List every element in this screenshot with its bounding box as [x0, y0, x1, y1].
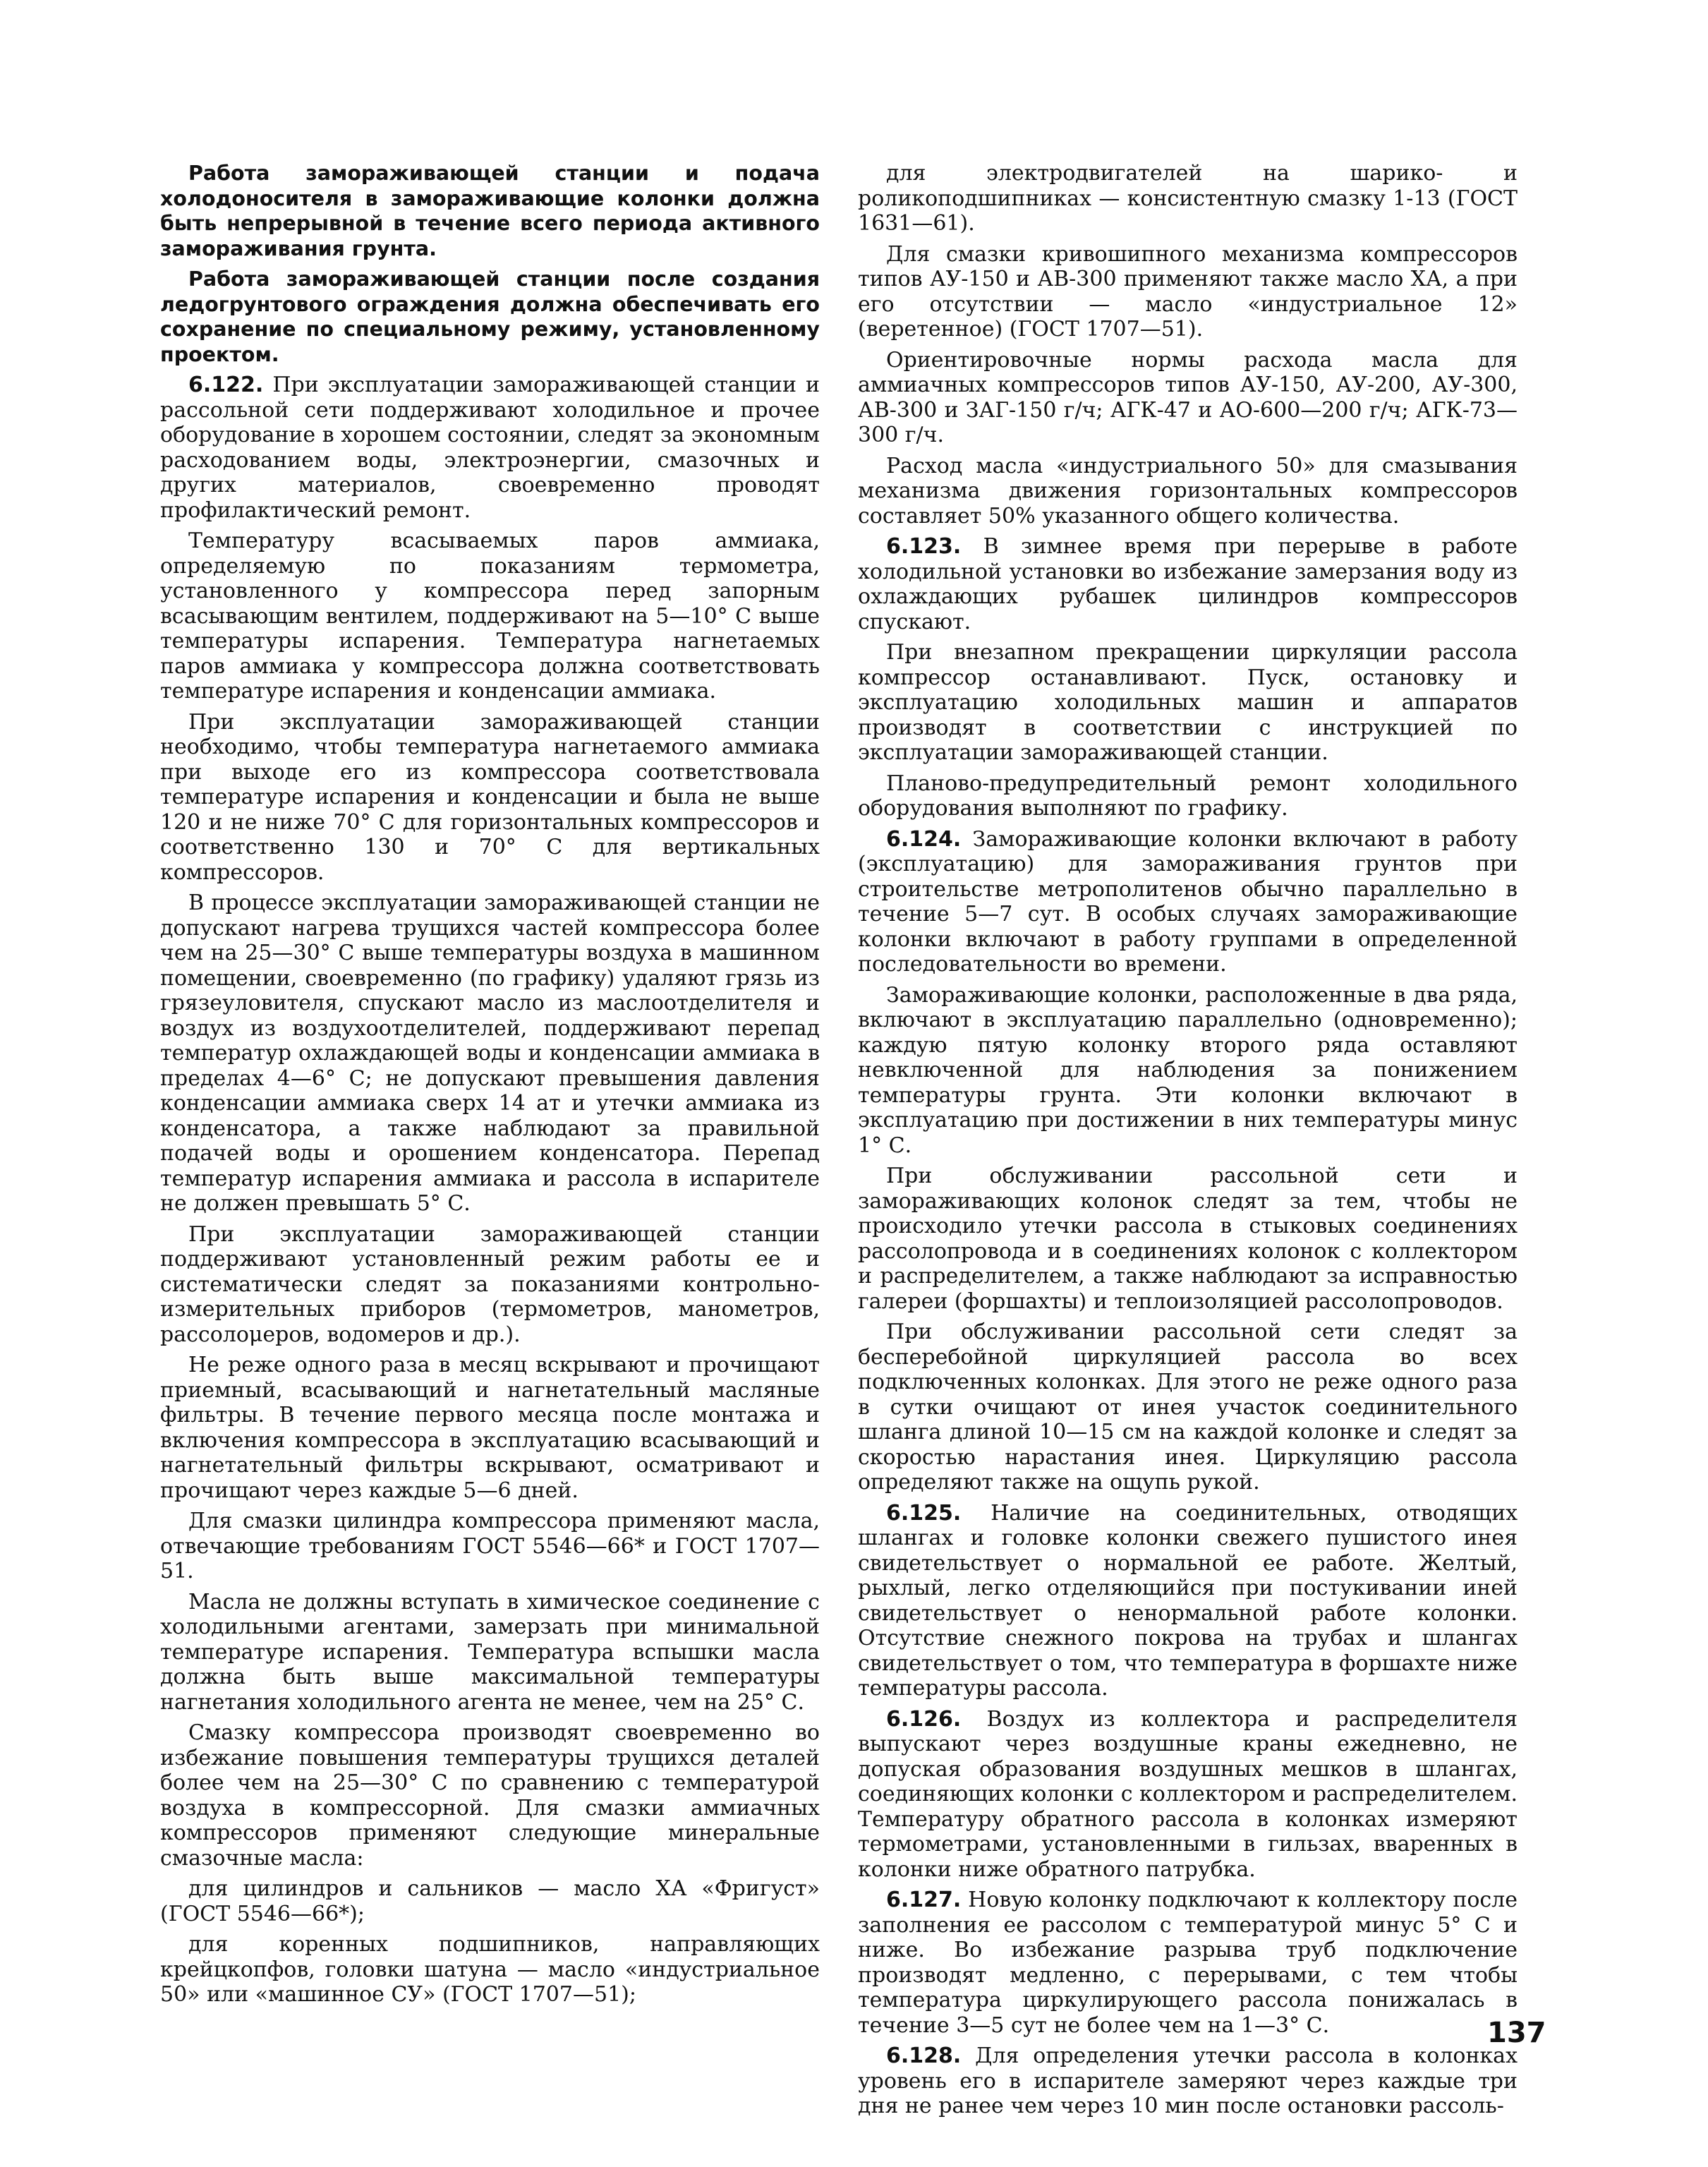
paragraph: для электродвигателей на шарико- и роликоподшипниках — консистентную смазку 1-13 (ГОСТ 1631—61).	[858, 161, 1518, 236]
section-text: Замораживающие колонки включают в работу (эксплуатацию) для замораживания грунтов при строительстве метрополитенов обычно параллельно в течение 5—7 сут. В особых случаях замораживающие колонки включают в работу группами в определенной последовательности во времени.	[858, 826, 1518, 977]
section-paragraph	[160, 373, 820, 523]
section-number: 6.127.	[886, 1888, 962, 1912]
section-paragraph	[858, 1501, 1518, 1701]
section-paragraph	[858, 1707, 1518, 1883]
paragraph: для коренных подшипников, направляющих крейцкопфов, головки шатуна — масло «индустриальное 50» или «машинное СУ» (ГОСТ 1707—51);	[160, 1932, 820, 2007]
paragraph: При эксплуатации замораживающей станции поддерживают установленный режим работы ее и систематически следят за показаниями контрольно-измерительных приборов (термометров, манометров, рассолομеров, водомеров и др.).	[160, 1221, 820, 1347]
section-number: 6.125.	[886, 1500, 962, 1526]
paragraph: При внезапном прекращении циркуляции рассола компрессор останавливают. Пуск, остановку и эксплуатацию холодильных машин и аппаратов производят в соответствии с инструкцией по эксплуатации замораживающей станции.	[858, 640, 1518, 765]
section-number: 6.123.	[886, 534, 962, 559]
section-text: Наличие на соединительных, отводящих шлангах и головке колонки свежего пушистого инея свидетельствует о нормальной ее работе. Желтый, рыхлый, легко отделяющийся при постукивании иней свидетельствует о ненормальной работе колонки. Отсутствие снежного покрова на трубах и шлангах свидетельствует о том, что температура в форшахте ниже температуры рассола.	[858, 1500, 1518, 1701]
paragraph: Ориентировочные нормы расхода масла для аммиачных компрессоров типов АУ-150, АУ-200, АУ-300, АВ-300 и ЗАГ-150 г/ч; АГК-47 и АО-600—200 г/ч; АГК-73—300 г/ч.	[858, 347, 1518, 447]
section-number: 6.126.	[886, 1706, 962, 1732]
left-column	[160, 161, 820, 2013]
section-paragraph	[858, 827, 1518, 977]
section-number: 6.122.	[188, 373, 264, 397]
paragraph: Не реже одного раза в месяц вскрывают и прочищают приемный, всасывающий и нагнетательный масляные фильтры. В течение первого месяца после монтажа и включения компрессора в эксплуатацию всасывающий и нагнетательный фильтры вскрывают, осматривают и прочищают через каждые 5—6 дней.	[160, 1353, 820, 1503]
paragraph: Для смазки цилиндра компрессора применяют масла, отвечающие требованиям ГОСТ 5546—66* и ГОСТ 1707—51.	[160, 1509, 820, 1583]
section-text: Новую колонку подключают к коллектору после заполнения ее рассолом с температурой минус 5° С и ниже. Во избежание разрыва труб подключение производят медленно, с перерывами, с тем чтобы температура циркулирующего рассола понижалась в течение 3—5 сут не более чем на 1—3° С.	[858, 1888, 1518, 2038]
paragraph: Масла не должны вступать в химическое соединение с холодильными агентами, замерзать при минимальной температуре испарения. Температура вспышки масла должна быть выше максимальной температуры нагнетания холодильного агента не менее, чем на 25° С.	[160, 1589, 820, 1715]
paragraph: Замораживающие колонки, расположенные в два ряда, включают в эксплуатацию параллельно (одновременно); каждую пятую колонку второго ряда оставляют невключенной для наблюдения за понижением температуры грунта. Эти колонки включают в эксплуатацию при достижении в них температуры минус 1° С.	[858, 982, 1518, 1158]
paragraph: При обслуживании рассольной сети следят за бесперебойной циркуляцией рассола во всех подключенных колонках. Для этого не реже одного раза в сутки очищают от инея участок соединительного шланга длиной 10—15 см на каждой колонке и следят за скоростью нарастания инея. Циркуляцию рассола определяют также на ощупь рукой.	[858, 1320, 1518, 1495]
page-number: 137	[1487, 2017, 1546, 2049]
section-number: 6.128.	[886, 2044, 962, 2068]
paragraph: для цилиндров и сальников — масло ХА «Фригуст» (ГОСТ 5546—66*);	[160, 1876, 820, 1926]
right-column	[858, 161, 1518, 2125]
section-text: В зимнее время при перерыве в работе холодильной установки во избежание замерзания воду из охлаждающих рубашек цилиндров компрессоров спускают.	[858, 534, 1518, 634]
paragraph: Смазку компрессора производят своевременно во избежание повышения температуры трущихся деталей более чем на 25—30° С по сравнению с температурой воздуха в компрессорной. Для смазки аммиачных компрессоров применяют следующие минеральные смазочные масла:	[160, 1720, 820, 1871]
paragraph: Температуру всасываемых паров аммиака, определяемую по показаниям термометра, установленного у компрессора перед запорным всасывающим вентилем, поддерживают на 5—10° С выше температуры испарения. Температура нагнетаемых паров аммиака у компрессора должна соответствовать температуре испарения и конденсации аммиака.	[160, 529, 820, 704]
bold-paragraph: Работа замораживающей станции после создания ледогрунтового ограждения должна обеспечивать его сохранение по специальному режиму, установленному проектом.	[160, 267, 820, 366]
paragraph: Планово-предупредительный ремонт холодильного оборудования выполняют по графику.	[858, 771, 1518, 821]
bold-paragraph: Работа замораживающей станции и подача холодоносителя в замораживающие колонки должна быть непрерывной в течение всего периода активного замораживания грунта.	[160, 162, 820, 260]
section-number: 6.124.	[886, 826, 962, 852]
paragraph: Для смазки кривошипного механизма компрессоров типов АУ-150 и АВ-300 применяют также масло ХА, а при его отсутствии — масло «индустриальное 12» (веретенное) (ГОСТ 1707—51).	[858, 241, 1518, 342]
paragraph: При эксплуатации замораживающей станции необходимо, чтобы температура нагнетаемого аммиака при выходе его из компрессора соответствовала температуре испарения и конденсации и была не выше 120 и не ниже 70° С для горизонтальных компрессоров и соответственно 130 и 70° С для вертикальных компрессоров.	[160, 709, 820, 885]
section-text: Воздух из коллектора и распределителя выпускают через воздушные краны ежедневно, не допуская образования воздушных мешков в шлангах, соединяющих колонки с коллектором и распределителем. Температуру обратного рассола в колонках измеряют термометрами, установленными в гильзах, вваренных в колонки ниже обратного патрубка.	[858, 1706, 1518, 1882]
paragraph: В процессе эксплуатации замораживающей станции не допускают нагрева трущихся частей компрессора более чем на 25—30° С выше температуры воздуха в машинном помещении, своевременно (по графику) удаляют грязь из грязеуловителя, спускают масло из маслоотделителя и воздух из воздухоотделителей, поддерживают перепад температур охлаждающей воды и конденсации аммиака в пределах 4—6° С; не допускают превышения давления конденсации аммиака сверх 14 ат и утечки аммиака из конденсатора, а также наблюдают за правильной подачей воды и орошением конденсатора. Перепад температур испарения аммиака и рассола в испарителе не должен превышать 5° С.	[160, 891, 820, 1216]
paragraph: Расход масла «индустриального 50» для смазывания механизма движения горизонтальных компрессоров составляет 50% указанного общего количества.	[858, 453, 1518, 529]
section-paragraph	[858, 1888, 1518, 2038]
section-text: Для определения утечки рассола в колонках уровень его в испарителе замеряют через каждые три дня не ранее чем через 10 мин после остановки рассоль-	[858, 2044, 1518, 2118]
paragraph: При обслуживании рассольной сети и замораживающих колонок следят за тем, чтобы не происходило утечки рассола в стыковых соединениях рассолопровода и в соединениях колонок с коллектором и распределителем, а также наблюдают за исправностью галереи (форшахты) и теплоизоляцией рассолопроводов.	[858, 1164, 1518, 1314]
section-paragraph	[858, 534, 1518, 634]
section-paragraph	[858, 2044, 1518, 2119]
section-text: При эксплуатации замораживающей станции и рассольной сети поддерживают холодильное и прочее оборудование в хорошем состоянии, следят за экономным расходованием воды, электроэнергии, смазочных и других материалов, своевременно проводят профилактический ремонт.	[160, 373, 820, 523]
